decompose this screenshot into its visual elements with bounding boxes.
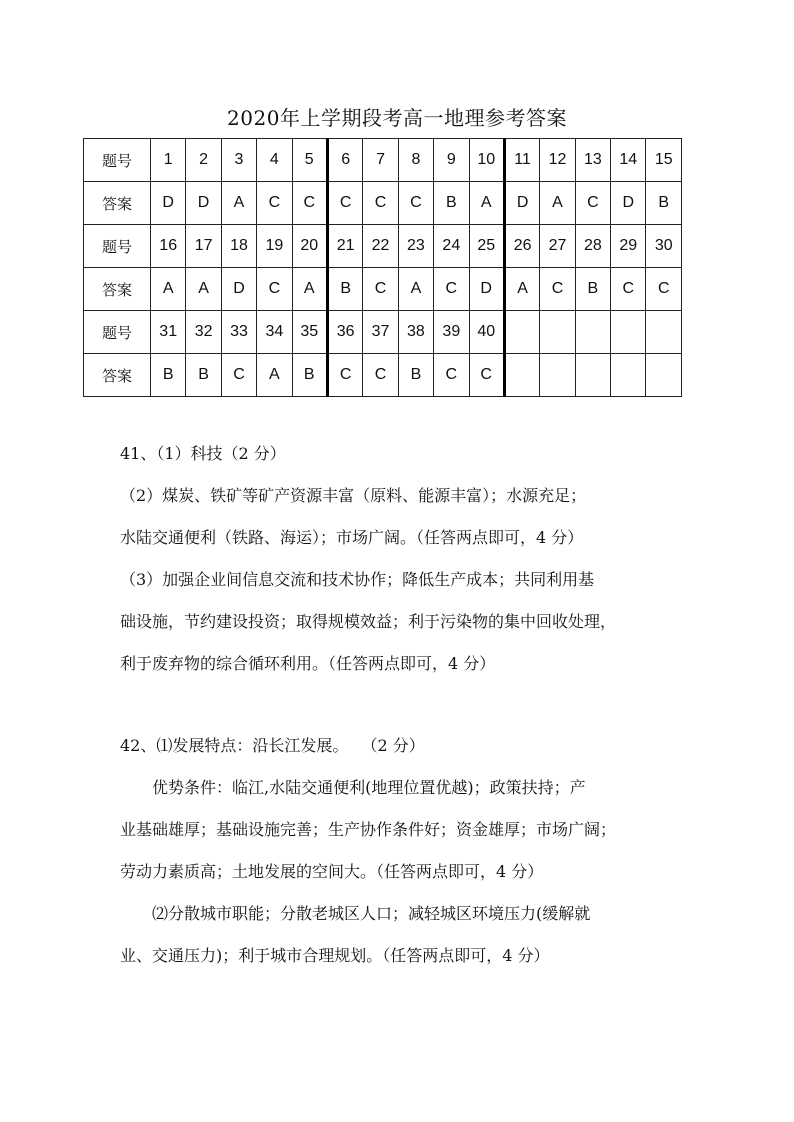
answer-table-cell: D — [504, 182, 539, 225]
answer-table-cell — [611, 354, 646, 397]
answer-table-cell: C — [540, 268, 575, 311]
answer-table-cell: 7 — [363, 139, 398, 182]
answer-table-cell: B — [434, 182, 469, 225]
answer-table-cell: A — [292, 268, 327, 311]
answer-table-cell — [575, 311, 610, 354]
answer-table-cell: 25 — [469, 225, 504, 268]
answer-table-cell: 20 — [292, 225, 327, 268]
answer-table-cell — [575, 354, 610, 397]
answer-table-cell: C — [257, 182, 292, 225]
answer-table-cell: 11 — [504, 139, 539, 182]
answer-table-cell: 32 — [186, 311, 221, 354]
answer-table-cell: 26 — [504, 225, 539, 268]
answer-table-cell: 6 — [327, 139, 362, 182]
answer-table-cell: C — [469, 354, 504, 397]
answer-table-cell: 31 — [151, 311, 186, 354]
q41-line: 利于废弃物的综合循环利用。（任答两点即可，4 分） — [120, 654, 496, 673]
answer-table-cell: B — [186, 354, 221, 397]
answer-table-cell: 29 — [611, 225, 646, 268]
answer-table-cell — [504, 311, 539, 354]
answer-table-cell — [504, 354, 539, 397]
answer-table-row — [84, 354, 682, 397]
answer-table-cell: 2 — [186, 139, 221, 182]
answer-table-cell: C — [363, 182, 398, 225]
answer-table-cell: 12 — [540, 139, 575, 182]
answer-table-cell: D — [221, 268, 256, 311]
answer-table-cell: 16 — [151, 225, 186, 268]
answer-table-cell: 1 — [151, 139, 186, 182]
answer-table — [83, 138, 682, 397]
answer-table-cell: B — [575, 268, 610, 311]
q41-line: （2）煤炭、铁矿等矿产资源丰富（原料、能源丰富）；水源充足； — [120, 486, 587, 505]
answer-table-cell: C — [575, 182, 610, 225]
answer-table-cell — [646, 311, 682, 354]
answer-table-cell: D — [151, 182, 186, 225]
answer-table-cell: C — [398, 182, 433, 225]
row-label: 题号 — [84, 225, 151, 268]
answer-table-cell: C — [434, 268, 469, 311]
answer-table-cell: D — [186, 182, 221, 225]
answer-table-cell — [611, 311, 646, 354]
answer-table-cell: 33 — [221, 311, 256, 354]
answer-table-cell: B — [646, 182, 682, 225]
q41-line: （3）加强企业间信息交流和技术协作；降低生产成本；共同利用基 — [120, 570, 595, 589]
answer-table-cell: A — [221, 182, 256, 225]
row-label: 题号 — [84, 311, 151, 354]
answer-table-cell: 34 — [257, 311, 292, 354]
answer-table-cell: B — [327, 268, 362, 311]
answer-table-row — [84, 139, 682, 182]
q42-line: 优势条件：临江,水陆交通便利(地理位置优越)；政策扶持；产 — [152, 778, 586, 797]
row-label: 题号 — [84, 139, 151, 182]
answer-table-cell: 35 — [292, 311, 327, 354]
answer-table-cell: B — [292, 354, 327, 397]
q42-line: 劳动力素质高；土地发展的空间大。（任答两点即可，4 分） — [120, 862, 544, 881]
answer-table-cell: 40 — [469, 311, 504, 354]
answer-table-cell: 38 — [398, 311, 433, 354]
answer-table-row — [84, 268, 682, 311]
answer-table-cell: A — [540, 182, 575, 225]
answer-table-cell: 4 — [257, 139, 292, 182]
answer-table-cell: A — [398, 268, 433, 311]
answer-table-cell: C — [327, 182, 362, 225]
q42-line: 业基础雄厚；基础设施完善；生产协作条件好；资金雄厚；市场广阔； — [120, 820, 617, 839]
answer-table-cell: 22 — [363, 225, 398, 268]
answer-table-row — [84, 311, 682, 354]
answer-table-cell: 19 — [257, 225, 292, 268]
answer-table-cell: A — [504, 268, 539, 311]
answer-table-cell: B — [151, 354, 186, 397]
answer-table-cell: 17 — [186, 225, 221, 268]
answer-table-cell: C — [221, 354, 256, 397]
answer-table-cell: 13 — [575, 139, 610, 182]
answer-table-cell: C — [363, 354, 398, 397]
answer-table-cell: 3 — [221, 139, 256, 182]
answer-table-cell: 36 — [327, 311, 362, 354]
answer-table-cell: 21 — [327, 225, 362, 268]
answer-table-cell: C — [434, 354, 469, 397]
q42-line: 42、⑴发展特点：沿长江发展。 （2 分） — [120, 736, 425, 755]
answer-table-cell: C — [327, 354, 362, 397]
answer-table-cell: 27 — [540, 225, 575, 268]
answer-table-cell: 37 — [363, 311, 398, 354]
row-label: 答案 — [84, 354, 151, 397]
answer-table-cell: B — [398, 354, 433, 397]
answer-table-cell — [540, 354, 575, 397]
q41-line: 水陆交通便利（铁路、海运）；市场广阔。（任答两点即可，4 分） — [120, 528, 584, 547]
answer-table-row — [84, 182, 682, 225]
answer-table-cell: 18 — [221, 225, 256, 268]
answer-table-cell: A — [469, 182, 504, 225]
answer-table-cell: 23 — [398, 225, 433, 268]
q42-line: ⑵分散城市职能；分散老城区人口；减轻城区环境压力(缓解就 — [152, 904, 591, 923]
answer-table-cell: D — [469, 268, 504, 311]
answer-table-cell — [540, 311, 575, 354]
row-label: 答案 — [84, 182, 151, 225]
answer-table-cell: 28 — [575, 225, 610, 268]
answer-table-cell: 15 — [646, 139, 682, 182]
answer-table-cell: 24 — [434, 225, 469, 268]
answer-table-cell: A — [151, 268, 186, 311]
answer-table-cell: C — [646, 268, 682, 311]
answer-table-cell: 10 — [469, 139, 504, 182]
answer-table-cell: C — [611, 268, 646, 311]
answer-table-cell: D — [611, 182, 646, 225]
answer-table-row — [84, 225, 682, 268]
q42-line: 业、交通压力)；利于城市合理规划。（任答两点即可，4 分） — [120, 946, 550, 965]
answer-table-cell: 14 — [611, 139, 646, 182]
answer-table-cell: 39 — [434, 311, 469, 354]
q41-line: 41、（1）科技（2 分） — [120, 444, 286, 463]
answer-table-cell: C — [292, 182, 327, 225]
answer-table-cell: A — [186, 268, 221, 311]
answer-table-cell: 30 — [646, 225, 682, 268]
answer-table-cell: C — [363, 268, 398, 311]
answer-table-cell: 5 — [292, 139, 327, 182]
answer-table-cell: C — [257, 268, 292, 311]
answer-table-cell: A — [257, 354, 292, 397]
answer-table-cell: 8 — [398, 139, 433, 182]
q41-line: 础设施，节约建设投资；取得规模效益；利于污染物的集中回收处理， — [120, 612, 617, 631]
row-label: 答案 — [84, 268, 151, 311]
answer-table-cell — [646, 354, 682, 397]
answer-table-cell: 9 — [434, 139, 469, 182]
page-title: 2020年上学期段考高一地理参考答案 — [227, 106, 567, 130]
